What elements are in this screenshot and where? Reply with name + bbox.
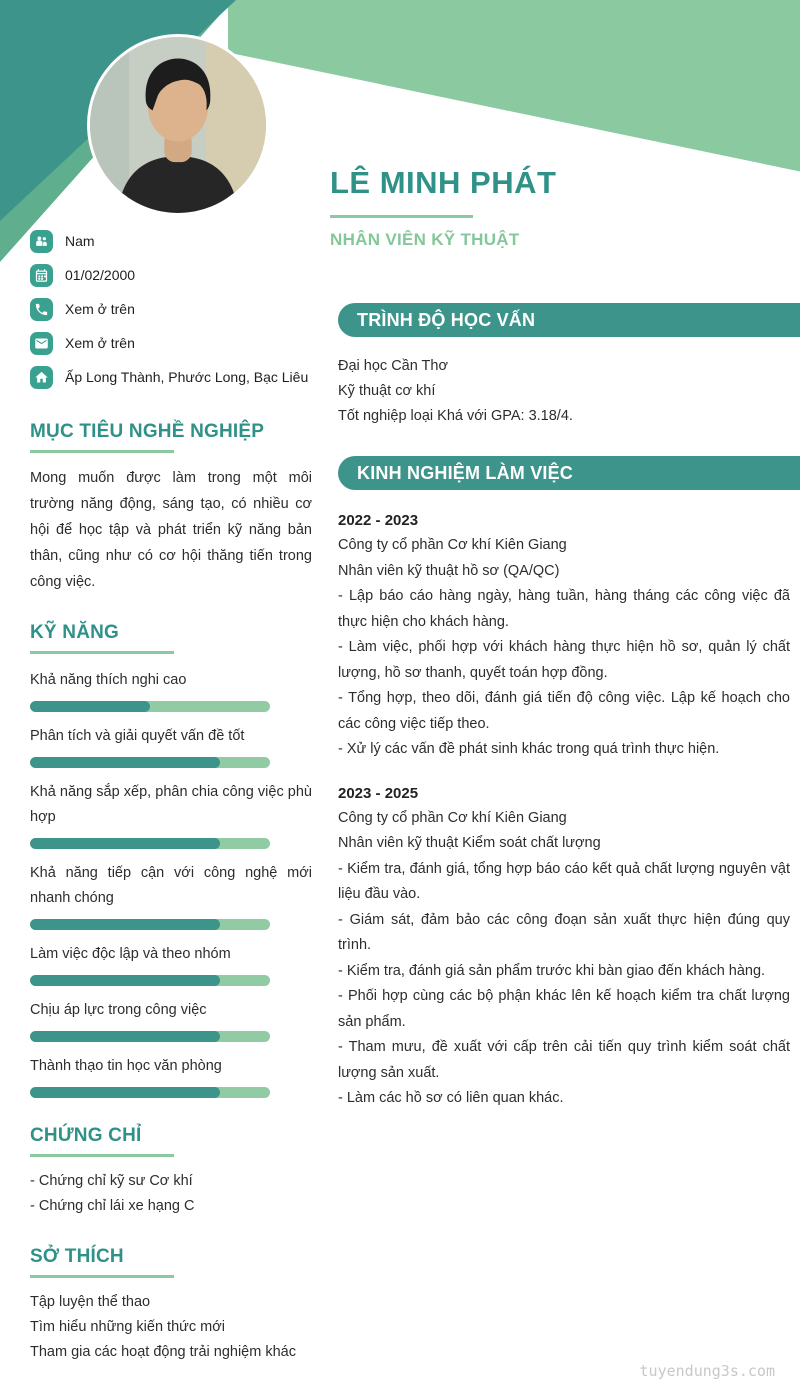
contact-item-address: [30, 360, 312, 394]
certificate-item: - Chứng chỉ lái xe hạng C: [30, 1198, 195, 1214]
education-line: Kỹ thuật cơ khí: [338, 383, 436, 399]
hobby-item: Tham gia các hoạt động trải nghiệm khác: [30, 1344, 296, 1360]
skills-list: [30, 668, 312, 1098]
skill-label: Thành thạo tin học văn phòng: [30, 1058, 222, 1074]
job-detail: - Phối hợp cùng các bộ phận khác lên kế hoạch kiểm tra chất lượng sản phẩm.: [338, 988, 790, 1030]
skill-item: [30, 942, 312, 986]
skill-label: Chịu áp lực trong công việc: [30, 1002, 207, 1018]
objective-text: Mong muốn được làm trong một môi trường năng động, sáng tạo, có nhiều cơ hội để học tập và phát triển kỹ năng bản thân, cũng như có cơ hội thăng tiến trong công việc.: [30, 470, 312, 590]
skill-bar-fill: [30, 975, 220, 986]
job-detail: - Lập báo cáo hàng ngày, hàng tuần, hàng tháng các công việc đã thực hiện cho khách hàng.: [338, 588, 790, 630]
job-detail: - Tham mưu, đề xuất với cấp trên cải tiến quy trình kiểm soát chất lượng sản xuất.: [338, 1039, 790, 1081]
contact-value: Xem ở trên: [65, 301, 135, 317]
contact-value: Ấp Long Thành, Phước Long, Bạc Liêu: [65, 369, 309, 385]
job-detail: - Giám sát, đảm bảo các công đoạn sản xuất thực hiện đúng quy trình.: [338, 911, 790, 953]
job-detail: - Làm việc, phối hợp với khách hàng thực hiện hồ sơ, quản lý chất lượng, hồ sơ thanh, quyết toán hợp đồng.: [338, 639, 790, 681]
contact-value: Xem ở trên: [65, 335, 135, 351]
contact-item-phone: [30, 292, 312, 326]
contact-item-email: [30, 326, 312, 360]
certificates-underline: [30, 1154, 174, 1157]
skills-heading: KỸ NĂNG: [30, 622, 120, 643]
watermark: tuyendung3s.com: [639, 1362, 775, 1380]
left-column: [30, 0, 312, 1365]
job-period: 2022 - 2023: [338, 512, 419, 529]
job-period: 2023 - 2025: [338, 784, 419, 802]
skill-item: [30, 780, 312, 849]
education-section-bar: [338, 303, 800, 337]
contact-value: Nam: [65, 233, 95, 249]
hobbies-heading: SỞ THÍCH: [30, 1246, 124, 1267]
hobbies-underline: [30, 1275, 174, 1278]
skill-item: [30, 1054, 312, 1098]
contact-list: [30, 224, 312, 394]
job-detail: - Xử lý các vấn đề phát sinh khác trong quá trình thực hiện.: [338, 741, 720, 757]
certificates-heading: CHỨNG CHỈ: [30, 1125, 142, 1146]
job-company: Công ty cổ phần Cơ khí Kiên Giang: [338, 809, 567, 826]
skill-item: [30, 861, 312, 930]
experience-job: [338, 781, 790, 1112]
skill-bar-fill: [30, 838, 220, 849]
skill-label: Làm việc độc lập và theo nhóm: [30, 946, 231, 962]
education-line: Tốt nghiệp loại Khá với GPA: 3.18/4.: [338, 408, 573, 424]
job-company: Công ty cổ phần Cơ khí Kiên Giang: [338, 537, 567, 553]
skill-bar-fill: [30, 1031, 220, 1042]
contact-value: 01/02/2000: [65, 267, 136, 283]
education-heading: TRÌNH ĐỘ HỌC VẤN: [357, 309, 536, 330]
skill-bar-fill: [30, 701, 150, 712]
calendar-icon: [30, 264, 53, 287]
skill-bar: [30, 701, 270, 712]
phone-icon: [30, 298, 53, 321]
email-icon: [30, 332, 53, 355]
job-title: NHÂN VIÊN KỸ THUẬT: [330, 230, 520, 249]
objective-underline: [30, 450, 174, 453]
job-detail: - Làm các hồ sơ có liên quan khác.: [338, 1090, 564, 1106]
person-name: LÊ MINH PHÁT: [330, 165, 557, 200]
skills-underline: [30, 651, 174, 654]
skill-item: [30, 668, 312, 712]
skill-item: [30, 724, 312, 768]
skill-bar: [30, 757, 270, 768]
right-column: [330, 0, 800, 1112]
skill-label: Khả năng tiếp cận với công nghệ mới nhanh chóng: [30, 865, 312, 906]
education-line: Đại học Cần Thơ: [338, 358, 448, 374]
skill-bar: [30, 838, 270, 849]
skill-bar: [30, 975, 270, 986]
skill-bar: [30, 1087, 270, 1098]
skill-label: Khả năng sắp xếp, phân chia công việc phù hợp: [30, 784, 312, 825]
experience-heading: KINH NGHIỆM LÀM VIỆC: [357, 462, 574, 483]
skill-bar: [30, 1031, 270, 1042]
contact-item-gender: [30, 224, 312, 258]
gender-icon: [30, 230, 53, 253]
experience-section-bar: [338, 456, 800, 490]
name-underline: [330, 215, 473, 218]
skill-label: Khả năng thích nghi cao: [30, 672, 187, 688]
job-role: Nhân viên kỹ thuật Kiểm soát chất lượng: [338, 835, 601, 851]
hobbies-list: [30, 1290, 312, 1365]
experience-job: [338, 508, 790, 763]
skill-bar: [30, 919, 270, 930]
job-role: Nhân viên kỹ thuật hồ sơ (QA/QC): [338, 562, 560, 579]
job-detail: - Tổng hợp, theo dõi, đánh giá tiến độ công việc. Lập kế hoạch cho các công việc tiếp theo.: [338, 690, 790, 732]
home-icon: [30, 366, 53, 389]
skill-bar-fill: [30, 919, 220, 930]
education-details: [338, 354, 800, 429]
hobby-item: Tập luyện thể thao: [30, 1294, 151, 1310]
skill-bar-fill: [30, 757, 220, 768]
job-detail: - Kiểm tra, đánh giá, tổng hợp báo cáo kết quả chất lượng nguyên vật liệu đầu vào.: [338, 860, 790, 902]
certificates-list: [30, 1169, 312, 1219]
contact-item-birthday: [30, 258, 312, 292]
objective-heading: MỤC TIÊU NGHỀ NGHIỆP: [30, 421, 265, 442]
skill-item: [30, 998, 312, 1042]
certificate-item: - Chứng chỉ kỹ sư Cơ khí: [30, 1173, 193, 1189]
skill-bar-fill: [30, 1087, 220, 1098]
skill-label: Phân tích và giải quyết vấn đề tốt: [30, 728, 245, 744]
job-detail: - Kiểm tra, đánh giá sản phẩm trước khi bàn giao đến khách hàng.: [338, 962, 766, 979]
hobby-item: Tìm hiểu những kiến thức mới: [30, 1319, 225, 1335]
